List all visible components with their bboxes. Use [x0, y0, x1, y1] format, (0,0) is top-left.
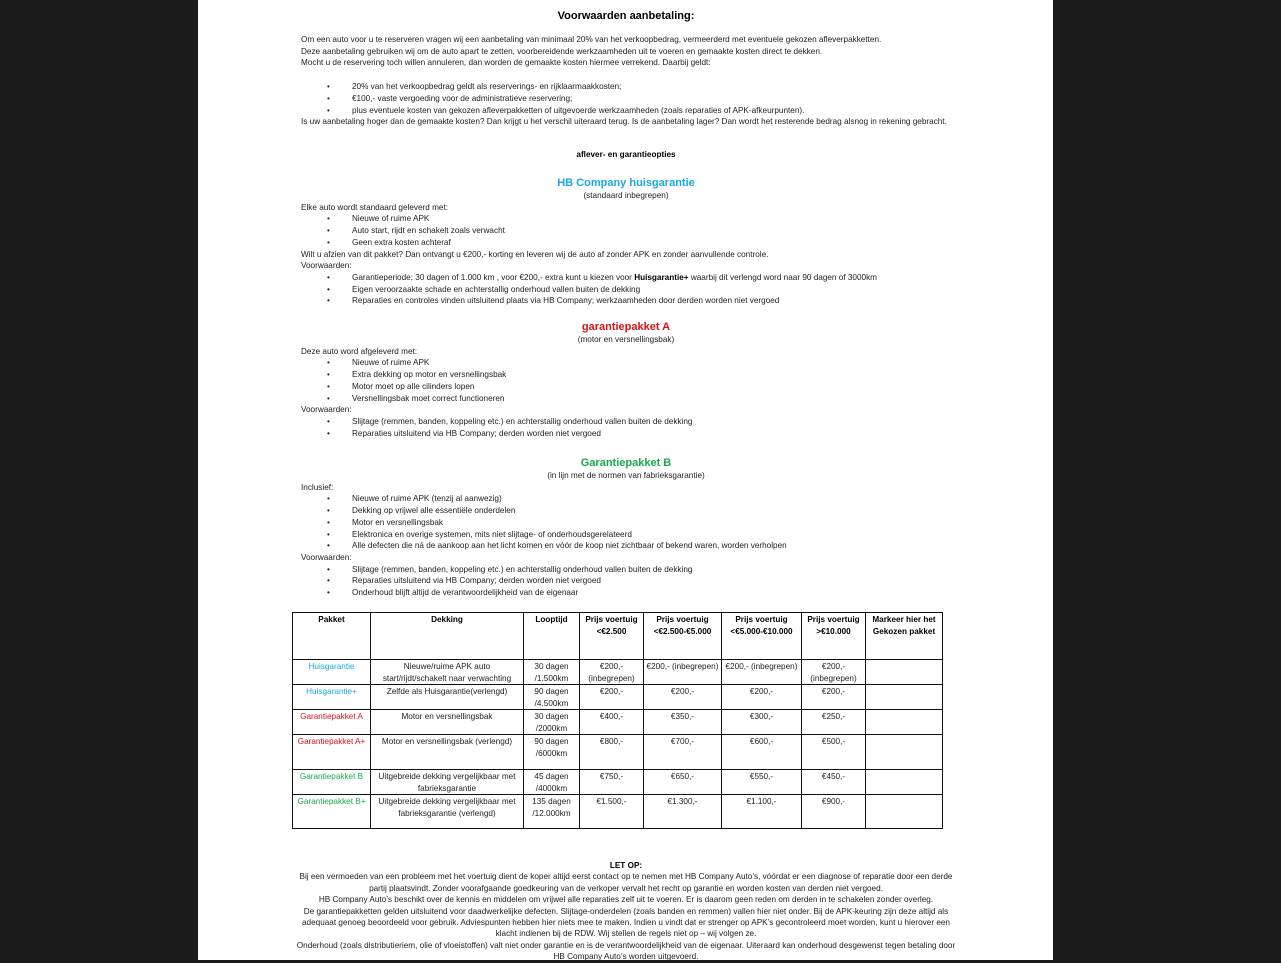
select-package-cell[interactable] [866, 660, 943, 685]
list-item: • Dekking op vrijwel alle essentiële onderdelen [301, 505, 951, 517]
list-item: • Slijtage (remmen, banden, koppeling etc.) en achterstallig onderhoud vallen buiten de dekking [301, 416, 951, 428]
table-cell: €450,- [802, 770, 866, 795]
table-cell: €200,- (inbegrepen) [802, 660, 866, 685]
table-cell: €200,- (inbegrepen) [644, 660, 722, 685]
table-cell: Nieuwe/ruime APK auto start/rijdt/schakelt naar verwachting [371, 660, 524, 685]
pakket-a-sub: (motor en versnellingsbak) [577, 335, 675, 344]
column-header: Dekking [371, 613, 524, 660]
list-item: • Nieuwe of ruime APK [301, 357, 951, 369]
table-cell: €200,- (inbegrepen) [722, 660, 802, 685]
package-pricing-table [292, 612, 943, 829]
list-item: • Elektronica en overige systemen, mits niet slijtage- of onderhoudsgerelateerd [301, 529, 951, 541]
list-item: • €100,- vaste vergoeding voor de administratieve reservering; [301, 93, 951, 105]
column-header: Prijs voertuig >€10.000 [802, 613, 866, 660]
pakket-a-section [301, 320, 951, 439]
huisgarantie-sub: (standaard inbegrepen) [583, 191, 669, 200]
intro-outro: Is uw aanbetaling hoger dan de gemaakte kosten? Dan krijgt u het verschil uiteraard terug. Is de aanbetaling lager? Dan wordt het resterende bedrag alsnog in rekening gebracht. [301, 117, 947, 127]
pakket-b-sub: (in lijn met de normen van fabrieksgarantie) [547, 471, 705, 480]
table-cell: €200,- [644, 685, 722, 710]
column-header: Prijs voertuig <€2.500 [580, 613, 644, 660]
intro-section [301, 34, 951, 128]
table-cell: €550,- [722, 770, 802, 795]
table-row [293, 795, 943, 829]
column-header: Prijs voertuig <€2.500-€5.000 [644, 613, 722, 660]
table-cell: 30 dagen /1.500km [524, 660, 580, 685]
options-heading: aflever- en garantieopties [576, 150, 676, 159]
list-item: • Versnellingsbak moet correct functioneren [301, 393, 951, 405]
list-item: • Reparaties uitsluitend via HB Company; derden worden niet vergoed [301, 575, 951, 587]
pakket-a-lead: Deze auto word afgeleverd met: [301, 346, 418, 356]
table-cell: €1.300,- [644, 795, 722, 829]
table-cell: 45 dagen /4000km [524, 770, 580, 795]
huisgarantie-lead: Elke auto wordt standaard geleverd met: [301, 202, 449, 212]
pakket-b-section [301, 456, 951, 599]
table-cell: Uitgebreide dekking vergelijkbaar met fabrieksgarantie [371, 770, 524, 795]
select-package-cell[interactable] [866, 685, 943, 710]
table-cell: Zelfde als Huisgarantie(verlengd) [371, 685, 524, 710]
list-item: • Reparaties uitsluitend via HB Company; derden worden niet vergoed [301, 428, 951, 440]
select-package-cell[interactable] [866, 710, 943, 735]
table-cell: €300,- [722, 710, 802, 735]
table-cell: €700,- [644, 735, 722, 770]
list-item: • Motor en versnellingsbak [301, 517, 951, 529]
package-name-cell: Garantiepakket A+ [293, 735, 371, 770]
text: waarbij dit verlengd word naar 90 dagen of 3000km [688, 272, 877, 282]
list-item: • Alle defecten die ná de aankoop aan het licht komen en vóór de koop niet zichtbaar of bekend waren, worden verholpen [301, 540, 951, 552]
column-header: Prijs voertuig <€5.000-€10.000 [722, 613, 802, 660]
letop-heading: LET OP: [609, 861, 643, 870]
table-cell: €800,- [580, 735, 644, 770]
intro-bullets [301, 81, 951, 116]
conditions-label: Voorwaarden: [301, 261, 352, 271]
table-cell: €750,- [580, 770, 644, 795]
column-header: Pakket [293, 613, 371, 660]
letop-paragraph: Onderhoud (zoals distributieriem, olie of vloeistoffen) valt niet onder garantie en is de verantwoordelijkheid van de eigenaar. Uiteraard kan onderhoud desgewenst tegen betaling door HB Company Auto’s worden uitgevoerd. [296, 940, 956, 962]
list-item: • Nieuwe of ruime APK (tenzij al aanwezig) [301, 493, 951, 505]
package-name-cell: Garantiepakket A [293, 710, 371, 735]
table-cell: €650,- [644, 770, 722, 795]
huisgarantie-plus-label: Huisgarantie+ [634, 272, 689, 282]
page-title: Voorwaarden aanbetaling: [557, 10, 695, 22]
list-item: • Slijtage (remmen, banden, koppeling etc.) en achterstallig onderhoud vallen buiten de dekking [301, 564, 951, 576]
intro-line: Om een auto voor u te reserveren vragen wij een aanbetaling van minimaal 20% van het verkoopbedrag, vermeerderd met eventuele gekozen afleverpakketten. [301, 35, 882, 44]
document-page [198, 0, 1053, 960]
package-name-cell: Huisgarantie+ [293, 685, 371, 710]
table-cell: €200,- [802, 685, 866, 710]
pakket-b-heading: Garantiepakket B [580, 457, 672, 469]
conditions-label: Voorwaarden: [301, 405, 352, 415]
list-item: • Auto start, rijdt en schakelt zoals verwacht [301, 225, 951, 237]
huisgarantie-section [301, 176, 951, 307]
package-name-cell: Huisgarantie [293, 660, 371, 685]
optout-text: Wilt u afzien van dit pakket? Dan ontvangt u €200,- korting en leveren wij de auto af zonder APK en zonder aanvullende controle. [301, 249, 769, 259]
table-cell: Motor en versnellingsbak (verlengd) [371, 735, 524, 770]
table-cell: €350,- [644, 710, 722, 735]
table-cell: 135 dagen /12.000km [524, 795, 580, 829]
list-item: • Onderhoud blijft altijd de verantwoordelijkheid van de eigenaar [301, 587, 951, 599]
list-item: • Nieuwe of ruime APK [301, 213, 951, 225]
pakket-b-lead: Inclusief: [301, 482, 334, 492]
table-cell: €250,- [802, 710, 866, 735]
table-cell: 90 dagen /6000km [524, 735, 580, 770]
letop-section [296, 860, 956, 963]
conditions-label: Voorwaarden: [301, 552, 352, 562]
text: Garantieperiode: 30 dagen of 1.000 km , voor €200,- extra kunt u kiezen voor [352, 272, 635, 282]
table-row [293, 685, 943, 710]
letop-paragraph: De garantiepakketten gelden uitsluitend voor daadwerkelijke defecten. Slijtage-onderdelen (zoals banden en remmen) vallen hier niet onder. Bij de APK-keuring zijn deze altijd als adequaat genoeg beoordeeld voor gebruik. Adviespunten hebben hier niets mee te maken. Indien u vindt dat er strenger op APK’s gecontroleerd moet worden, kunt u hierover een klacht indienen bij de RDW. Wij stellen de regels niet op – wij volgen ze. [301, 906, 950, 939]
column-header: Looptijd [524, 613, 580, 660]
letop-paragraph: Bij een vermoeden van een probleem met het voertuig dient de koper altijd eerst contact op te nemen met HB Company Auto’s, vóórdat er een diagnose of reparatie door een derde partij plaatsvindt. Zonder voorafgaande goedkeuring van de verkoper vervalt het recht op garantie en worden kosten van derden niet vergoed. [299, 872, 953, 893]
table-row [293, 710, 943, 735]
huisgarantie-heading: HB Company huisgarantie [557, 177, 695, 189]
list-item: • 20% van het verkoopbedrag geldt als reserverings- en rijklaarmaakkosten; [301, 81, 951, 93]
table-cell: €1.500,- [580, 795, 644, 829]
table-cell: €200,- (inbegrepen) [580, 660, 644, 685]
select-package-cell[interactable] [866, 735, 943, 770]
select-package-cell[interactable] [866, 795, 943, 829]
table-cell: €1.100,- [722, 795, 802, 829]
intro-line: Deze aanbetaling gebruiken wij om de auto apart te zetten, voorbereidende werkzaamheden uit te voeren en gemaakte kosten direct te dekken. [301, 46, 823, 56]
table-cell: €500,- [802, 735, 866, 770]
table-cell: €900,- [802, 795, 866, 829]
intro-line: Mocht u de reservering toch willen annuleren, dan worden de gemaakte kosten hiermee verrekend. Daarbij geldt: [301, 58, 711, 68]
list-item: • Eigen veroorzaakte schade en achterstallig onderhoud vallen buiten de dekking [301, 284, 951, 296]
table-cell: 90 dagen /4.500km [524, 685, 580, 710]
select-package-cell[interactable] [866, 770, 943, 795]
package-name-cell: Garantiepakket B+ [293, 795, 371, 829]
list-item [301, 272, 951, 284]
pakket-a-heading: garantiepakket A [581, 321, 671, 333]
list-item: • Extra dekking op motor en versnellingsbak [301, 369, 951, 381]
list-item: • Geen extra kosten achteraf [301, 237, 951, 249]
table-cell: €400,- [580, 710, 644, 735]
table-cell: €200,- [580, 685, 644, 710]
table-row [293, 770, 943, 795]
table-row [293, 735, 943, 770]
table-row [293, 660, 943, 685]
list-item: • Reparaties en controles vinden uitsluitend plaats via HB Company; werkzaamheden door derden worden niet vergoed [301, 295, 951, 307]
table-cell: Motor en versnellingsbak [371, 710, 524, 735]
letop-paragraph: HB Company Auto’s beschikt over de kennis en middelen om vrijwel alle reparaties zelf uit te voeren. Er is daarom geen reden om derden in te schakelen zonder overleg. [318, 895, 934, 905]
column-header: Markeer hier het Gekozen pakket [866, 613, 943, 660]
table-cell: €200,- [722, 685, 802, 710]
list-item: • plus eventuele kosten van gekozen afleverpakketten of uitgevoerde werkzaamheden (zoals reparaties of APK-afkeurpunten). [301, 105, 951, 117]
table-cell: Uitgebreide dekking vergelijkbaar met fabrieksgarantie (verlengd) [371, 795, 524, 829]
package-name-cell: Garantiepakket B [293, 770, 371, 795]
table-cell: €600,- [722, 735, 802, 770]
table-cell: 30 dagen /2000km [524, 710, 580, 735]
list-item: • Motor moet op alle cilinders lopen [301, 381, 951, 393]
